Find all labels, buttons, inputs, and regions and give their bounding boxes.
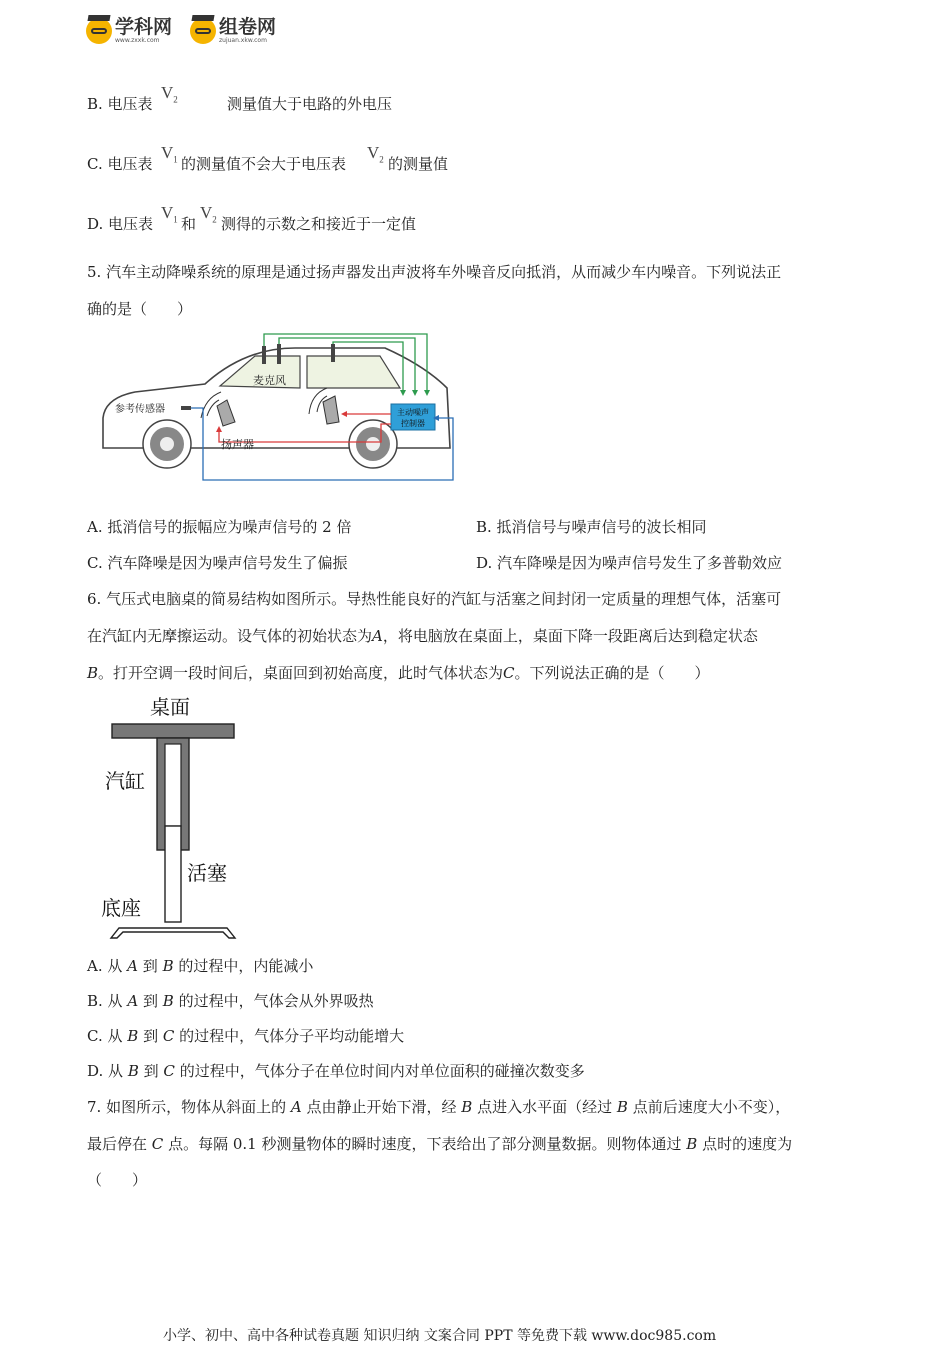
xuekewang-logo bbox=[86, 17, 172, 44]
q7-stem-line1: 7. 如图所示，物体从斜面上的 A 点由静止开始下滑，经 B 点进入水平面（经过 B 点前后速度大小不变）， bbox=[87, 1098, 791, 1116]
rear-speaker-icon bbox=[309, 388, 339, 424]
q5-option-d: D. 汽车降噪是因为噪声信号发生了多普勒效应 bbox=[476, 554, 783, 572]
piston-label: 活塞 bbox=[187, 861, 227, 885]
arrow bbox=[216, 426, 222, 432]
q4-option-c-mid: 的测量值不会大于电压表 bbox=[181, 155, 347, 173]
piston-rod bbox=[165, 826, 181, 922]
rear-window bbox=[307, 356, 400, 388]
arrow bbox=[341, 411, 347, 417]
mic-3 bbox=[331, 344, 335, 362]
mic-2 bbox=[277, 344, 281, 364]
arrow bbox=[400, 390, 406, 396]
rear-wheel-center bbox=[366, 437, 380, 451]
logo-url: zujuan.xkw.com bbox=[219, 37, 267, 44]
q4-option-d: D. 电压表 bbox=[87, 215, 154, 233]
cylinder-label: 汽缸 bbox=[105, 769, 145, 793]
page-footer: 小学、初中、高中各种试卷真题 知识归纳 文案合同 PPT 等免费下载 www.doc985.com bbox=[163, 1328, 717, 1344]
speaker-label: 扬声器 bbox=[221, 438, 254, 451]
voltmeter-v2-symbol: $V_2$ bbox=[200, 203, 217, 225]
q4-option-d-mid: 和 bbox=[181, 215, 197, 233]
q6-option-d: D. 从 B 到 C 的过程中，气体分子在单位时间内对单位面积的碰撞次数变多 bbox=[87, 1062, 585, 1080]
voltmeter-v2-symbol: $V_2$ bbox=[161, 83, 178, 105]
reference-sensor bbox=[181, 406, 191, 410]
q6-stem-line2: 在汽缸内无摩擦运动。设气体的初始状态为A，将电脑放在桌面上，桌面下降一段距离后达到稳定状态 bbox=[87, 627, 758, 645]
q6-option-b: B. 从 A 到 B 的过程中，气体会从外界吸热 bbox=[87, 992, 374, 1010]
q6-option-a: A. 从 A 到 B 的过程中，内能减小 bbox=[87, 957, 314, 975]
zujuanwang-logo bbox=[190, 17, 276, 44]
desk-label: 桌面 bbox=[150, 695, 190, 719]
q4-option-d-text: 测得的示数之和接近于一定值 bbox=[221, 215, 417, 233]
base-label: 底座 bbox=[101, 896, 141, 920]
arrow bbox=[424, 390, 430, 396]
mic-1 bbox=[262, 346, 266, 364]
q5-option-b: B. 抵消信号与噪声信号的波长相同 bbox=[476, 518, 707, 536]
q5-option-a: A. 抵消信号的振幅应为噪声信号的 2 倍 bbox=[87, 518, 352, 536]
controller-label-1: 主动噪声 bbox=[397, 408, 429, 417]
desk-cylinder-figure bbox=[95, 690, 255, 950]
desktop bbox=[112, 724, 234, 738]
q6-stem-line1: 6. 气压式电脑桌的简易结构如图所示。导热性能良好的汽缸与活塞之间封闭一定质量的理想气体，活塞可 bbox=[87, 590, 782, 608]
voltmeter-v2-symbol: $V_2$ bbox=[367, 143, 384, 165]
gas-chamber bbox=[165, 744, 181, 826]
base-stand bbox=[111, 928, 235, 938]
q4-option-c-text: 的测量值 bbox=[388, 155, 449, 173]
controller-label-2: 控制器 bbox=[401, 419, 425, 428]
logo-name: 组卷网 bbox=[219, 16, 277, 38]
q5-option-c: C. 汽车降噪是因为噪声信号发生了偏振 bbox=[87, 554, 348, 572]
q7-stem-line3: （ ） bbox=[87, 1171, 148, 1189]
logo-url: www.zxxk.com bbox=[115, 37, 160, 44]
front-speaker-icon bbox=[201, 392, 235, 426]
arrow bbox=[412, 390, 418, 396]
q4-option-b-text: 测量值大于电路的外电压 bbox=[227, 95, 393, 113]
q6-stem-line3: B。打开空调一段时间后，桌面回到初始高度，此时气体状态为C。下列说法正确的是（ ） bbox=[87, 664, 710, 682]
q5-stem-line1: 5. 汽车主动降噪系统的原理是通过扬声器发出声波将车外噪音反向抵消，从而减少车内噪音。下列说法正 bbox=[87, 263, 782, 281]
voltmeter-v1-symbol: $V_1$ bbox=[161, 203, 178, 225]
logo-name: 学科网 bbox=[115, 16, 173, 38]
q4-option-c: C. 电压表 bbox=[87, 155, 153, 173]
q5-stem-line2: 确的是（ ） bbox=[87, 300, 193, 318]
car-noise-cancel-figure bbox=[95, 326, 465, 486]
mic-label: 麦克风 bbox=[253, 374, 286, 387]
ref-sensor-label: 参考传感器 bbox=[115, 404, 165, 415]
mascot-icon bbox=[86, 18, 112, 44]
mascot-icon bbox=[190, 18, 216, 44]
front-wheel-center bbox=[160, 437, 174, 451]
q6-option-c: C. 从 B 到 C 的过程中，气体分子平均动能增大 bbox=[87, 1027, 405, 1045]
q4-option-b: B. 电压表 bbox=[87, 95, 153, 113]
voltmeter-v1-symbol: $V_1$ bbox=[161, 143, 178, 165]
q7-stem-line2: 最后停在 C 点。每隔 0.1 秒测量物体的瞬时速度，下表给出了部分测量数据。则物体通过 B 点时的速度为 bbox=[87, 1135, 793, 1153]
